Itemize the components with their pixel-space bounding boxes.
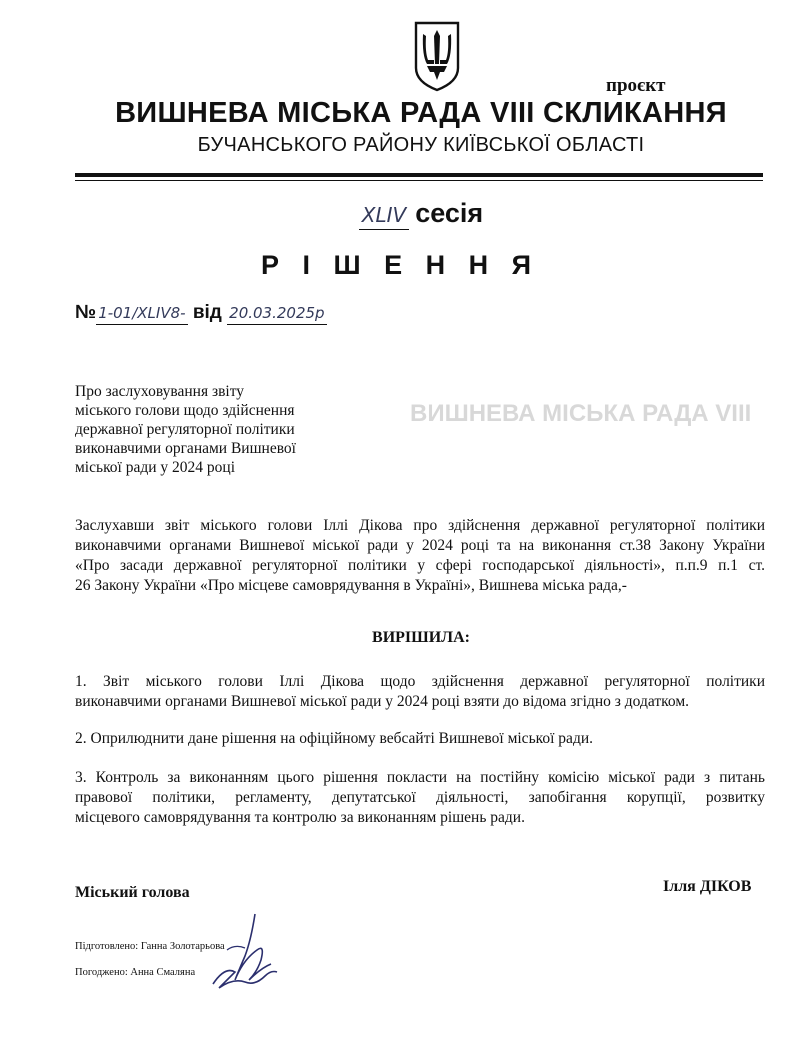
item-line: 2. Оприлюднити дане рішення на офіційному вебсайті Вишневої міської ради. [75, 730, 593, 747]
subject-line: державної регуляторної політики [75, 421, 295, 438]
resolution-item-3 [75, 768, 765, 828]
resolved-heading: ВИРІШИЛА: [372, 629, 470, 646]
date-from-label: від [192, 302, 222, 323]
session-number: XLIV [361, 203, 407, 227]
subject-line: виконавчими органами Вишневої [75, 440, 296, 457]
decision-subject [75, 382, 296, 477]
resolution-item-1 [75, 672, 765, 712]
header-divider-thick [75, 173, 763, 177]
item-line: місцевого самоврядування та контролю за виконанням рішень ради. [75, 809, 525, 826]
project-label: проєкт [606, 75, 666, 96]
agreed-by: Погоджено: Анна Смаляна [75, 967, 196, 978]
session-number-blank [359, 198, 409, 230]
preamble-paragraph [75, 516, 765, 596]
decision-title: Р І Ш Е Н Н Я [260, 250, 540, 280]
item-line: виконавчими органами Вишневої міської ради у 2024 році взяти до відома згідно з додатком. [75, 693, 690, 710]
number-blank [96, 302, 187, 325]
header-divider-thin [75, 180, 763, 181]
date-blank [227, 302, 326, 325]
session-line [0, 198, 800, 230]
mayor-name: Ілля ДІКОВ [663, 878, 752, 895]
decision-number: 1-01/XLIV8- [98, 304, 186, 322]
item-line: правової політики, регламенту, депутатської діяльності, запобігання корупції, розвитку [75, 789, 765, 806]
preamble-line: Заслухавши звіт міського голови Іллі Дікова про здійснення державної регуляторної політики [75, 517, 765, 534]
decision-date: 20.03.2025р [229, 304, 325, 322]
preamble-line: 26 Закону України «Про місцеве самоврядування в Україні», Вишнева міська рада,- [75, 577, 627, 594]
number-prefix: № [75, 302, 97, 323]
district-name: БУЧАНСЬКОГО РАЙОНУ КИЇВСЬКОЇ ОБЛАСТІ [197, 134, 645, 156]
subject-line: Про заслуховування звіту [75, 383, 245, 400]
prepared-by: Підготовлено: Ганна Золотарьова [75, 941, 225, 952]
subject-line: міського голови щодо здійснення [75, 402, 295, 419]
bleed-through-text: ВИШНЕВА МІСЬКА РАДА VIII [410, 400, 752, 427]
council-name: ВИШНЕВА МІСЬКА РАДА VIII СКЛИКАННЯ [115, 97, 727, 129]
session-label: сесія [415, 198, 484, 228]
decision-number-line [75, 302, 327, 325]
trident-coat-of-arms-icon [413, 20, 461, 92]
item-line: 1. Звіт міського голови Іллі Дікова щодо здійснення державної регуляторної політики [75, 673, 765, 690]
resolution-item-2 [75, 729, 765, 749]
preamble-line: «Про засади державної регуляторної політики у сфері господарської діяльності», п.п.9 п.1 ст. [75, 557, 765, 574]
subject-line: міської ради у 2024 році [75, 459, 236, 476]
handwritten-signature-icon [205, 910, 285, 995]
item-line: 3. Контроль за виконанням цього рішення покласти на постійну комісію міської ради з питань [75, 769, 765, 786]
preamble-line: виконавчими органами Вишневої міської ради у 2024 році та на виконання ст.38 Закону України [75, 537, 765, 554]
mayor-title: Міський голова [75, 884, 190, 901]
